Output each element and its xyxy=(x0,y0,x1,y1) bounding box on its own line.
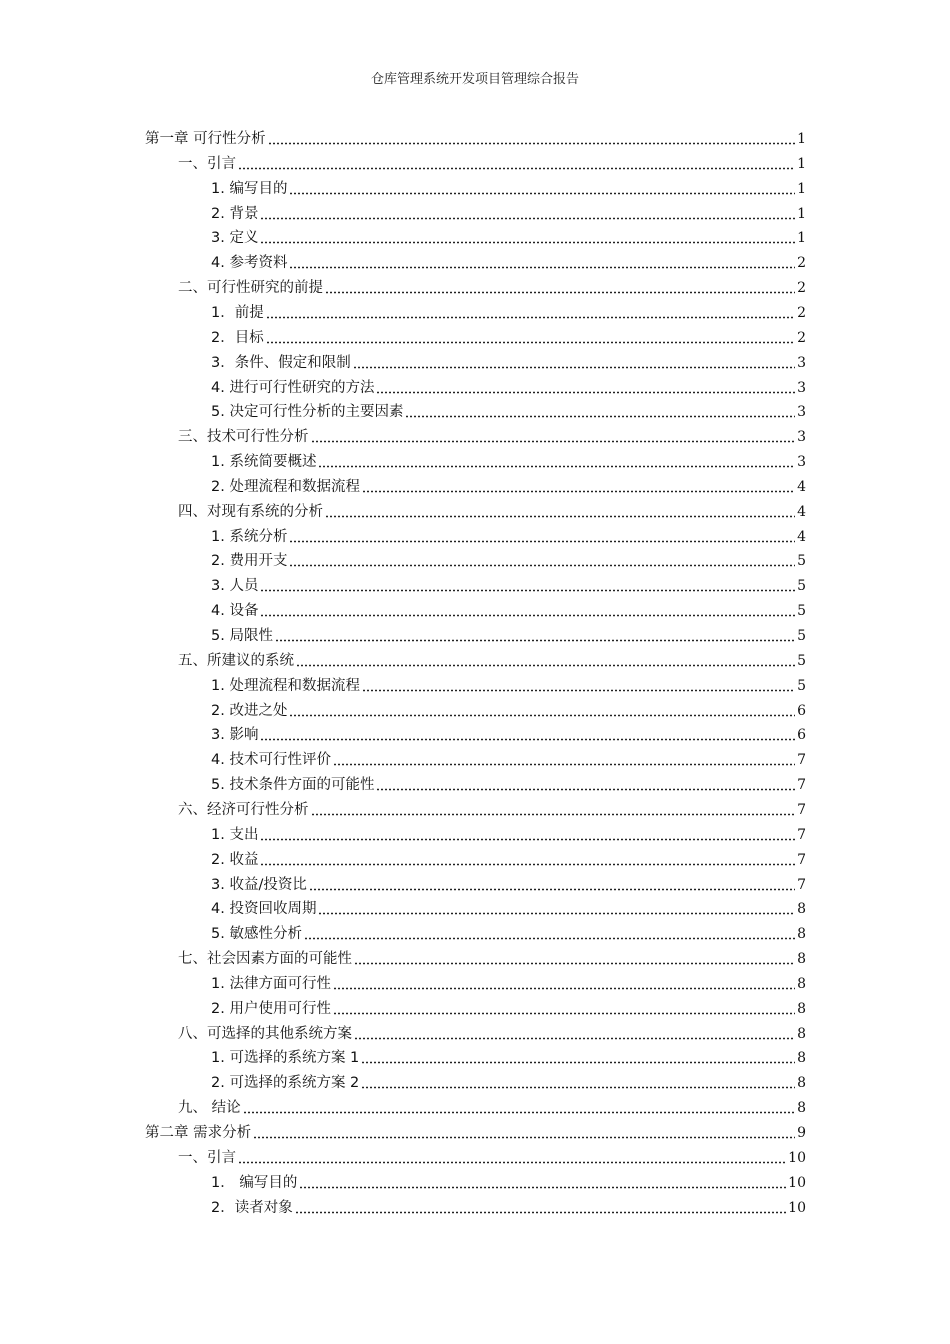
toc-entry-label: 第一章 可行性分析 xyxy=(145,131,266,147)
toc-dot-leader xyxy=(289,533,795,543)
toc-entry-label: 2. 可选择的系统方案 2 xyxy=(211,1075,360,1092)
toc-entry-label: 3. 定义 xyxy=(211,230,259,247)
toc-entry-label: 三、技术可行性分析 xyxy=(178,429,309,446)
toc-entry[interactable] xyxy=(211,449,806,471)
toc-entry-label: 九、 结论 xyxy=(178,1100,241,1117)
toc-entry-page-number: 8 xyxy=(797,1000,806,1017)
toc-dot-leader xyxy=(260,234,795,244)
toc-dot-leader xyxy=(238,1154,786,1164)
toc-entry-label: 1．前提 xyxy=(211,304,264,321)
toc-entry[interactable] xyxy=(211,325,806,347)
toc-dot-leader xyxy=(354,955,795,965)
toc-entry[interactable] xyxy=(211,996,806,1018)
toc-entry-page-number: 7 xyxy=(797,752,806,769)
toc-entry-label: 一、引言 xyxy=(178,1149,236,1166)
toc-entry-label: 2. 费用开支 xyxy=(211,553,288,570)
toc-entry[interactable] xyxy=(211,201,806,223)
toc-entry-label: 2. 处理流程和数据流程 xyxy=(211,478,360,495)
toc-entry-page-number: 2 xyxy=(797,329,806,346)
toc-entry-page-number: 1 xyxy=(797,230,806,247)
toc-dot-leader xyxy=(304,930,795,940)
toc-dot-leader xyxy=(299,1179,786,1189)
toc-entry[interactable] xyxy=(211,375,806,397)
toc-entry[interactable] xyxy=(211,474,806,496)
toc-entry[interactable] xyxy=(211,1045,806,1067)
toc-entry-page-number: 9 xyxy=(797,1125,806,1141)
toc-entry-label: 4. 设备 xyxy=(211,603,259,620)
toc-entry-page-number: 5 xyxy=(797,578,806,595)
toc-entry-label: 第二章 需求分析 xyxy=(145,1125,252,1141)
toc-entry-label: 七、社会因素方面的可能性 xyxy=(178,951,352,968)
toc-entry-label: 3. 收益/投资比 xyxy=(211,876,307,893)
toc-entry-page-number: 1 xyxy=(797,205,806,222)
toc-dot-leader xyxy=(311,433,796,443)
toc-entry-label: 5. 局限性 xyxy=(211,628,273,644)
toc-dot-leader xyxy=(318,458,795,468)
toc-entry-label: 1. 系统简要概述 xyxy=(211,454,317,471)
toc-dot-leader xyxy=(289,707,795,717)
toc-entry-page-number: 10 xyxy=(788,1199,806,1216)
toc-entry[interactable] xyxy=(178,1021,806,1043)
toc-dot-leader xyxy=(260,731,795,741)
toc-entry-page-number: 8 xyxy=(797,975,806,992)
toc-entry[interactable] xyxy=(178,424,806,446)
toc-entry-label: 2. 用户使用可行性 xyxy=(211,1000,331,1017)
toc-entry-page-number: 10 xyxy=(788,1149,806,1166)
toc-entry-page-number: 7 xyxy=(797,851,806,868)
toc-entry-label: 一、引言 xyxy=(178,155,236,172)
toc-entry[interactable] xyxy=(211,673,806,695)
toc-entry[interactable] xyxy=(178,275,806,297)
toc-entry-label: 二、可行性研究的前提 xyxy=(178,280,323,297)
toc-entry-page-number: 6 xyxy=(797,702,806,719)
toc-entry-page-number: 3 xyxy=(797,404,806,421)
toc-entry-page-number: 7 xyxy=(797,876,806,893)
toc-entry-label: 4. 进行可行性研究的方法 xyxy=(211,379,375,396)
toc-entry[interactable] xyxy=(211,1070,806,1092)
toc-dot-leader xyxy=(333,756,795,766)
toc-entry-label: 1. 支出 xyxy=(211,826,259,843)
toc-dot-leader xyxy=(275,632,795,642)
toc-dot-leader xyxy=(309,881,795,891)
toc-entry-label: 2. 背景 xyxy=(211,205,259,222)
toc-entry[interactable] xyxy=(211,225,806,247)
toc-entry-label: 2．目标 xyxy=(211,329,264,346)
toc-entry[interactable] xyxy=(178,648,806,670)
toc-dot-leader xyxy=(354,1030,795,1040)
toc-entry-page-number: 3 xyxy=(797,429,806,446)
toc-entry-page-number: 7 xyxy=(797,777,806,794)
toc-dot-leader xyxy=(268,135,795,145)
toc-entry-page-number: 4 xyxy=(797,503,806,520)
toc-dot-leader xyxy=(289,557,795,567)
toc-entry-label: 4. 技术可行性评价 xyxy=(211,752,331,769)
toc-entry[interactable] xyxy=(211,896,806,918)
toc-entry-page-number: 7 xyxy=(797,801,806,818)
toc-entry-page-number: 4 xyxy=(797,528,806,545)
toc-dot-leader xyxy=(376,781,795,791)
toc-entry[interactable] xyxy=(211,722,806,744)
toc-entry[interactable] xyxy=(145,1120,806,1142)
toc-entry-page-number: 2 xyxy=(797,280,806,297)
toc-entry-page-number: 10 xyxy=(788,1174,806,1191)
toc-entry[interactable] xyxy=(211,872,806,894)
toc-entry-page-number: 2 xyxy=(797,255,806,272)
toc-dot-leader xyxy=(238,160,795,170)
toc-dot-leader xyxy=(296,657,795,667)
toc-dot-leader xyxy=(405,408,795,418)
toc-entry-label: 八、可选择的其他系统方案 xyxy=(178,1025,352,1042)
toc-entry-label: 1． 编写目的 xyxy=(211,1174,298,1191)
toc-entry[interactable] xyxy=(211,598,806,620)
toc-dot-leader xyxy=(333,1005,795,1015)
toc-entry-page-number: 3 xyxy=(797,354,806,371)
toc-dot-leader xyxy=(243,1104,795,1114)
toc-entry-label: 5. 技术条件方面的可能性 xyxy=(211,777,375,794)
toc-entry[interactable] xyxy=(211,399,806,421)
toc-entry-page-number: 1 xyxy=(797,131,806,147)
toc-entry[interactable] xyxy=(211,1195,806,1217)
toc-entry-page-number: 6 xyxy=(797,727,806,744)
toc-dot-leader xyxy=(318,905,795,915)
toc-entry[interactable] xyxy=(178,1095,806,1117)
toc-entry-label: 1. 可选择的系统方案 1 xyxy=(211,1050,360,1067)
toc-entry[interactable] xyxy=(178,797,806,819)
toc-entry[interactable] xyxy=(211,300,806,322)
toc-entry-page-number: 7 xyxy=(797,826,806,843)
toc-entry-label: 四、对现有系统的分析 xyxy=(178,503,323,520)
toc-entry-label: 3. 人员 xyxy=(211,578,259,595)
toc-dot-leader xyxy=(289,185,795,195)
toc-entry-page-number: 5 xyxy=(797,677,806,694)
toc-entry-page-number: 1 xyxy=(797,180,806,197)
toc-dot-leader xyxy=(253,1129,795,1139)
toc-entry[interactable] xyxy=(211,772,806,794)
toc-entry-page-number: 3 xyxy=(797,379,806,396)
toc-dot-leader xyxy=(333,980,795,990)
toc-entry-page-number: 8 xyxy=(797,951,806,968)
toc-entry-page-number: 8 xyxy=(797,1050,806,1067)
toc-entry-label: 1. 法律方面可行性 xyxy=(211,975,331,992)
toc-entry[interactable] xyxy=(211,822,806,844)
toc-dot-leader xyxy=(260,856,795,866)
toc-entry-page-number: 5 xyxy=(797,652,806,669)
toc-dot-leader xyxy=(295,1204,786,1214)
toc-entry-page-number: 5 xyxy=(797,603,806,620)
toc-entry[interactable] xyxy=(178,946,806,968)
toc-entry[interactable] xyxy=(211,1170,806,1192)
toc-entry-label: 六、经济可行性分析 xyxy=(178,801,309,818)
toc-entry[interactable] xyxy=(211,176,806,198)
toc-entry[interactable] xyxy=(211,847,806,869)
toc-entry-page-number: 5 xyxy=(797,553,806,570)
toc-entry[interactable] xyxy=(211,623,806,645)
toc-entry[interactable] xyxy=(211,524,806,546)
toc-dot-leader xyxy=(266,334,795,344)
toc-entry-label: 3. 影响 xyxy=(211,727,259,744)
toc-dot-leader xyxy=(260,831,795,841)
toc-dot-leader xyxy=(260,582,795,592)
toc-dot-leader xyxy=(325,284,795,294)
toc-entry-label: 1. 编写目的 xyxy=(211,180,288,197)
toc-entry-page-number: 8 xyxy=(797,1100,806,1117)
toc-entry-label: 1. 系统分析 xyxy=(211,528,288,545)
toc-dot-leader xyxy=(361,1079,795,1089)
toc-entry-label: 4. 投资回收周期 xyxy=(211,901,317,918)
toc-entry-label: 5. 决定可行性分析的主要因素 xyxy=(211,404,404,421)
toc-entry-page-number: 4 xyxy=(797,478,806,495)
toc-entry[interactable] xyxy=(211,250,806,272)
toc-entry-page-number: 8 xyxy=(797,926,806,943)
toc-entry[interactable] xyxy=(178,1145,806,1167)
toc-entry-label: 3．条件、假定和限制 xyxy=(211,354,351,371)
toc-dot-leader xyxy=(266,309,795,319)
toc-entry[interactable] xyxy=(211,698,806,720)
page-header: 仓库管理系统开发项目管理综合报告 xyxy=(370,72,579,87)
toc-dot-leader xyxy=(362,682,795,692)
toc-entry-page-number: 3 xyxy=(797,454,806,471)
toc-entry-label: 2．读者对象 xyxy=(211,1199,293,1216)
toc-entry-label: 5. 敏感性分析 xyxy=(211,926,302,943)
toc-entry[interactable] xyxy=(211,921,806,943)
toc-dot-leader xyxy=(289,259,795,269)
toc-entry-page-number: 8 xyxy=(797,1075,806,1092)
toc-entry-page-number: 2 xyxy=(797,304,806,321)
toc-entry[interactable] xyxy=(211,747,806,769)
toc-dot-leader xyxy=(361,1054,795,1064)
toc-entry[interactable] xyxy=(211,548,806,570)
toc-entry-label: 2. 收益 xyxy=(211,851,259,868)
toc-entry-label: 2. 改进之处 xyxy=(211,702,288,719)
toc-entry-label: 4. 参考资料 xyxy=(211,255,288,272)
toc-dot-leader xyxy=(353,359,795,369)
toc-entry[interactable] xyxy=(145,126,806,148)
toc-entry[interactable] xyxy=(211,350,806,372)
toc-entry-page-number: 8 xyxy=(797,1025,806,1042)
toc-entry-page-number: 5 xyxy=(797,628,806,644)
toc-dot-leader xyxy=(362,483,795,493)
toc-entry-page-number: 8 xyxy=(797,901,806,918)
toc-entry-label: 1. 处理流程和数据流程 xyxy=(211,677,360,694)
toc-dot-leader xyxy=(260,607,795,617)
toc-entry-label: 五、所建议的系统 xyxy=(178,652,294,669)
toc-dot-leader xyxy=(311,806,796,816)
toc-dot-leader xyxy=(376,384,795,394)
toc-entry-page-number: 1 xyxy=(797,155,806,172)
toc-dot-leader xyxy=(325,508,795,518)
toc-entry[interactable] xyxy=(211,573,806,595)
toc-entry[interactable] xyxy=(178,151,806,173)
toc-dot-leader xyxy=(260,210,795,220)
toc-entry[interactable] xyxy=(211,971,806,993)
toc-entry[interactable] xyxy=(178,499,806,521)
